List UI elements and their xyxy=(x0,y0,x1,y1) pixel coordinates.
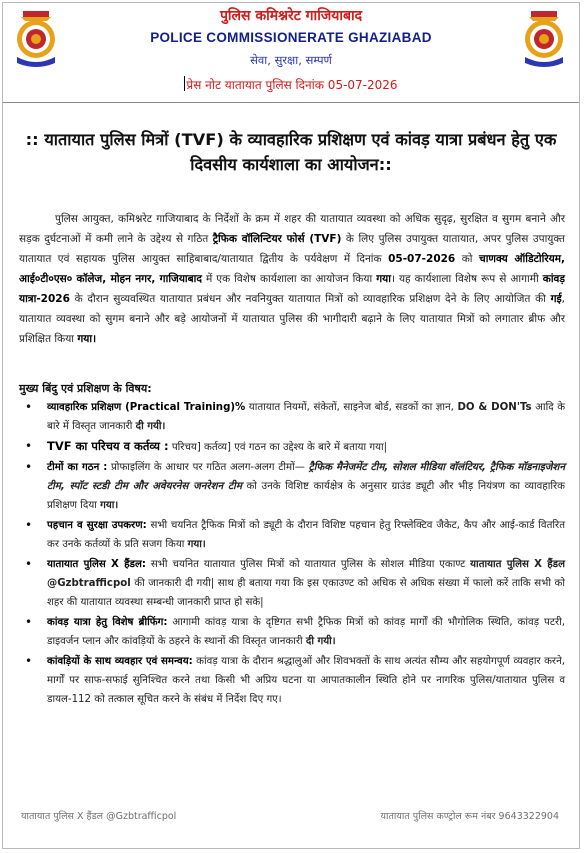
list-item: • टीमों का गठन : प्रोफाइलिंग के आधार पर गठित अलग-अलग टीमों— ट्रैफिक मैनेजमेंट टीम, सोशल मीडिया वॉलंटियर, ट्रैफिक मॉडनाइजेशन टीम, स्पॉट स्टडी टीम और अवेयरनेस जनरेशन टीम को उनके विशिष्ट कार्यक्षेत्र के अनुसार ग्राउंड ड्यूटी और भीड़ नियंत्रण का व्यावहारिक प्रशिक्षण दिया गया। xyxy=(33,458,565,515)
list-item: • कांवड़ यात्रा हेतु विशेष ब्रीफिंग: आगामी कांवड़ यात्रा के दृष्टिगत सभी ट्रैफिक मित्रों को कांवड़ मार्गों की भौगोलिक स्थिति, कांवड़ पटरी, डाइवर्जन प्लान और कांवड़ियों के ठहरने के स्थानों की विस्तृत जानकारी दी गयी। xyxy=(33,613,565,651)
x-handle: यातायात पुलिस X हैंडल @Gzbtrafficpol xyxy=(47,559,566,589)
key-points-list xyxy=(33,398,565,710)
press-note-text: प्रेस नोट यातायात पुलिस दिनांक 05-07-2026 xyxy=(186,78,398,92)
org-motto: सेवा, सुरक्षा, सम्पर्ण xyxy=(250,53,332,67)
list-item: • यातायात पुलिस X हैंडल: सभी चयनित यातायात पुलिस मित्रों को यातायात पुलिस के सोशल मीडिया एकाण्ट यातायात पुलिस X हैंडल @Gzbtrafficpol की जानकारी दी गयी| साथ ही बताया गया कि इस एकाउण्ट को अधिक से अधिक संख्या में फालो करें ताकि सभी को शहर की यातायात व्यवस्था सम्बन्धी जानकारी प्राप्त हो सके| xyxy=(33,555,565,612)
section-title: मुख्य बिंदु एवं प्रशिक्षण के विषय: xyxy=(19,382,152,395)
header-divider xyxy=(3,102,579,103)
list-item: • TVF का परिचय व कर्तव्य : परिचय] कर्तव्य] एवं गठन का उद्देश्य के बारे में बताया गया| xyxy=(33,437,565,457)
tvf-name: ट्रैफिक वॉलिन्टियर फोर्स (TVF) xyxy=(212,233,342,245)
list-item: • व्यावहारिक प्रशिक्षण (Practical Training)% यातायात नियमों, संकेतों, साइनेज बोर्ड, सडकों का ज्ञान, DO & DON'Ts आदि के बारे में विस्तृत जानकारी दी गयी। xyxy=(33,398,565,436)
list-item: • कांवड़ियों के साथ व्यवहार एवं समन्वय: कांवड़ यात्रा के दौरान श्रद्धालुओं और शिवभक्तों के साथ अत्यंत सौम्य और सहयोगपूर्ण व्यवहार करने, मार्गों पर साफ-सफाई सुनिश्चित करने तथा किसी भी अप्रिय घटना या आपातकालीन स्थिति होने पर नागरिक पुलिस/यातायात पुलिस व डायल-112 को तत्काल सूचित करने के संबंध में निर्देश दिए गए। xyxy=(33,652,565,709)
letterhead xyxy=(3,3,579,101)
document-title: :: यातायात पुलिस मित्रों (TVF) के व्यावहारिक प्रशिक्षण एवं कांवड़ यात्रा प्रबंधन हेतु एक दिवसीय कार्यशाला का आयोजन:: xyxy=(25,130,557,174)
footer xyxy=(3,809,579,825)
list-item: • पहचान व सुरक्षा उपकरण: सभी चयनित ट्रैफिक मित्रों को ड्यूटी के दौरान विशिष्ट पहचान हेतु रिफ्लेक्टिव जैकेट, कैप और आई-कार्ड वितरित कर उनके कर्तव्यों के प्रति सजग किया गया। xyxy=(33,516,565,554)
event-date: 05-07-2026 xyxy=(388,253,456,265)
footer-control-room: यातायात पुलिस कण्ट्रोल रूम नंबर 9643322904 xyxy=(380,811,559,822)
event-venue: चाणक्य ऑडिटोरियम, आई०टी०एस० कॉलेज, मोहन नगर, गाजियाबाद xyxy=(19,253,565,285)
org-name-hindi: पुलिस कमिश्नरेट गाजियाबाद xyxy=(219,8,363,24)
org-name-english: POLICE COMMISSIONERATE GHAZIABAD xyxy=(150,30,432,45)
press-note-line[interactable] xyxy=(3,76,579,93)
press-note-page xyxy=(2,2,580,849)
footer-x-handle: यातायात पुलिस X हैंडल @Gzbtrafficpol xyxy=(21,811,177,822)
kanwar-yatra: कांवड़ यात्रा-2026 xyxy=(19,273,565,305)
intro-paragraph: पुलिस आयुक्त, कमिश्नरेट गाजियाबाद के निर्देशों के क्रम में शहर की यातायात व्यवस्था को अधिक सुदृढ़, सुरक्षित व सुगम बनाने और सड़क दुर्घटनाओं में कमी लाने के उद्देश्य से गठित ट्रैफिक वॉलिन्टियर फोर्स (TVF) के लिए पुलिस उपायुक्त यातायात, अपर पुलिस उपायुक्त यातायात एवं सहायक पुलिस आयुक्त साहिबाबाद/यातायात द्वितीय के पर्यवेक्षण में दिनांक 05-07-2026 को चाणक्य ऑडिटोरियम, आई०टी०एस० कॉलेज, मोहन नगर, गाजियाबाद में एक विशेष कार्यशाला का आयोजन किया गया। यह कार्यशाला विशेष रूप से आगामी कांवड़ यात्रा-2026 के दौरान सुव्यवस्थित यातायात प्रबंधन और नवनियुक्त यातायात मित्रों को व्यावहारिक प्रशिक्षण देने के लिए आयोजित की गई, यातायात व्यवस्था को सुगम बनाने और बड़े आयोजनों में यातायात पुलिस की भागीदारी बढ़ाने के लिए यातायात मित्रों को लगातार ब्रीफ और प्रशिक्षित किया गया। xyxy=(19,213,565,345)
